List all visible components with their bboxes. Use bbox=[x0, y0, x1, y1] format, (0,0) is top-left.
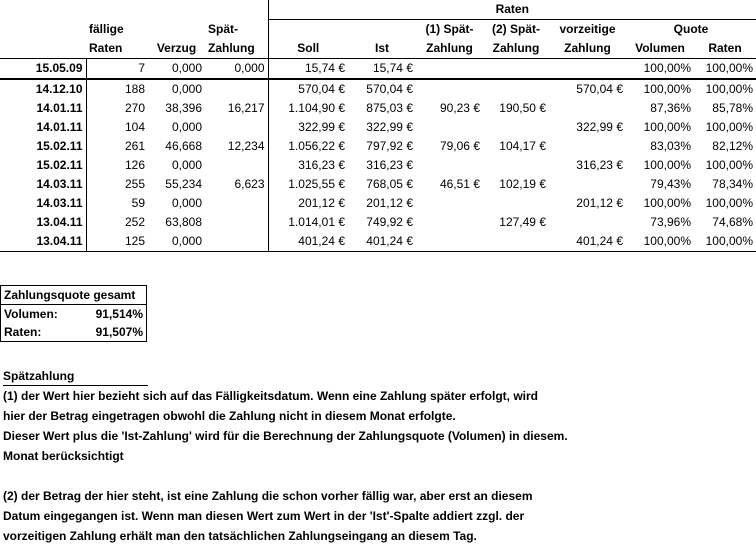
row-spaet2: 190,50 € bbox=[499, 101, 546, 115]
notes-title: Spätzahlung bbox=[3, 368, 148, 386]
header-row-2 bbox=[0, 20, 756, 40]
table-row bbox=[0, 156, 756, 175]
row-spaet2: 127,49 € bbox=[499, 215, 546, 229]
row-spaet1 bbox=[416, 79, 483, 99]
row-spaet: 6,623 bbox=[234, 177, 265, 191]
row-date: 15.05.09 bbox=[0, 59, 86, 80]
row-ist: 875,03 € bbox=[366, 101, 413, 115]
row-spaet2 bbox=[483, 118, 549, 137]
header-ist: Ist bbox=[348, 39, 416, 59]
row-spaet bbox=[205, 194, 268, 213]
row-ist: 201,12 € bbox=[366, 196, 413, 210]
row-spaet1 bbox=[416, 156, 483, 175]
row-ist: 570,04 € bbox=[366, 82, 413, 96]
row-spaet: 16,217 bbox=[227, 101, 265, 115]
table-row bbox=[0, 118, 756, 137]
row-ist: 768,05 € bbox=[366, 177, 413, 191]
row-verzug: 0,000 bbox=[171, 158, 202, 172]
row-soll: 1.025,55 € bbox=[268, 175, 348, 194]
row-spaet2: 102,19 € bbox=[499, 177, 546, 191]
summary-raten-value: 91,507% bbox=[95, 325, 143, 339]
row-spaet: 12,234 bbox=[227, 139, 265, 153]
header-vorz-line2: Zahlung bbox=[549, 39, 626, 59]
header-spaet-line1: Spät- bbox=[208, 21, 238, 36]
note-1-line-2: hier der Betrag eingetragen obwohl die Zahlung nicht in diesem Monat erfolgte. bbox=[3, 409, 456, 423]
row-soll: 1.104,90 € bbox=[268, 99, 348, 118]
note-1-line-1: (1) der Wert hier bezieht sich auf das Fälligkeitsdatum. Wenn eine Zahlung später erfolgt, wird bbox=[3, 389, 538, 403]
row-verzug: 0,000 bbox=[171, 82, 202, 96]
row-verzug: 0,000 bbox=[148, 59, 205, 80]
row-spaet2 bbox=[483, 79, 549, 99]
row-quote-volumen: 100,00% bbox=[643, 196, 691, 210]
row-verzug: 0,000 bbox=[171, 196, 202, 210]
row-date: 15.02.11 bbox=[36, 139, 83, 153]
row-spaet2 bbox=[483, 59, 549, 80]
row-spaet1 bbox=[416, 59, 483, 80]
row-spaet1 bbox=[416, 213, 483, 232]
row-date: 13.04.11 bbox=[0, 232, 86, 252]
row-quote-raten: 100,00% bbox=[705, 120, 753, 134]
table-row bbox=[0, 137, 756, 156]
row-spaet1: 79,06 € bbox=[439, 139, 480, 153]
row-spaet2 bbox=[483, 232, 549, 252]
row-quote-raten: 100,00% bbox=[694, 232, 756, 252]
row-date: 13.04.11 bbox=[36, 215, 83, 229]
row-vorz bbox=[549, 99, 626, 118]
row-soll: 1.056,22 € bbox=[268, 137, 348, 156]
row-spaet: 0,000 bbox=[205, 59, 268, 80]
row-spaet1 bbox=[416, 194, 483, 213]
header-spaet-line2: Zahlung bbox=[205, 39, 268, 59]
table-row bbox=[0, 213, 756, 232]
row-quote-raten: 100,00% bbox=[694, 59, 756, 80]
row-date: 15.02.11 bbox=[36, 158, 83, 172]
row-quote-volumen: 100,00% bbox=[643, 158, 691, 172]
row-faellig: 126 bbox=[86, 156, 148, 175]
table-row-first bbox=[0, 59, 756, 80]
row-spaet bbox=[205, 213, 268, 232]
summary-box bbox=[0, 285, 147, 342]
header-faellige-line1: fällige bbox=[89, 21, 124, 36]
row-ist: 401,24 € bbox=[348, 232, 416, 252]
row-date: 14.01.11 bbox=[36, 120, 83, 134]
row-soll: 570,04 € bbox=[268, 79, 348, 99]
header-row-3 bbox=[0, 39, 756, 59]
row-vorz: 322,99 € bbox=[576, 120, 623, 134]
header-spaet1-line1: (1) Spät- bbox=[425, 22, 474, 36]
row-faellig: 252 bbox=[86, 213, 148, 232]
row-quote-volumen: 100,00% bbox=[643, 120, 691, 134]
row-soll: 15,74 € bbox=[268, 59, 348, 80]
row-spaet bbox=[205, 118, 268, 137]
header-spaet2-line1: (2) Spät- bbox=[492, 22, 540, 36]
row-quote-raten: 74,68% bbox=[712, 215, 753, 229]
row-quote-raten: 100,00% bbox=[705, 196, 753, 210]
row-spaet2 bbox=[483, 194, 549, 213]
row-faellig: 270 bbox=[86, 99, 148, 118]
table-row bbox=[0, 194, 756, 213]
group-header-raten: Raten bbox=[268, 0, 756, 20]
row-quote-raten: 82,12% bbox=[712, 139, 753, 153]
row-verzug: 55,234 bbox=[165, 177, 202, 191]
row-ist: 316,23 € bbox=[366, 158, 413, 172]
header-faellige-line2: Raten bbox=[86, 39, 148, 59]
row-date: 14.03.11 bbox=[36, 196, 83, 210]
row-vorz: 316,23 € bbox=[576, 158, 623, 172]
row-vorz bbox=[549, 137, 626, 156]
header-vorz-line1: vorzeitige bbox=[559, 22, 616, 36]
row-verzug: 0,000 bbox=[171, 120, 202, 134]
row-spaet1: 90,23 € bbox=[439, 101, 480, 115]
row-soll: 201,12 € bbox=[268, 194, 348, 213]
summary-volumen-value: 91,514% bbox=[95, 307, 143, 321]
row-spaet bbox=[205, 232, 268, 252]
summary-volumen-label: Volumen: bbox=[4, 307, 58, 321]
row-verzug: 38,396 bbox=[165, 101, 202, 115]
header-volumen: Volumen bbox=[626, 39, 694, 59]
summary-title: Zahlungsquote gesamt bbox=[1, 286, 147, 305]
note-1-line-4: Monat berücksichtigt bbox=[3, 449, 124, 463]
row-spaet1 bbox=[416, 118, 483, 137]
payment-table bbox=[0, 0, 756, 252]
row-quote-volumen: 73,96% bbox=[650, 215, 691, 229]
row-faellig: 188 bbox=[86, 79, 148, 99]
summary-raten-label: Raten: bbox=[4, 325, 42, 339]
row-date: 14.12.10 bbox=[35, 82, 83, 96]
note-2-line-3: vorzeitigen Zahlung erhält man den tatsächlichen Zahlungseingang an diesem Tag. bbox=[3, 529, 477, 543]
row-vorz bbox=[549, 59, 626, 80]
row-verzug: 46,668 bbox=[165, 139, 202, 153]
row-spaet1 bbox=[416, 232, 483, 252]
table-row bbox=[0, 79, 756, 99]
row-vorz bbox=[549, 175, 626, 194]
row-spaet bbox=[205, 79, 268, 99]
row-soll: 322,99 € bbox=[268, 118, 348, 137]
row-soll: 316,23 € bbox=[268, 156, 348, 175]
row-faellig: 104 bbox=[86, 118, 148, 137]
row-quote-volumen: 100,00% bbox=[626, 232, 694, 252]
notes-section bbox=[3, 366, 748, 546]
row-ist: 797,92 € bbox=[366, 139, 413, 153]
row-quote-volumen: 100,00% bbox=[643, 82, 691, 96]
row-quote-raten: 100,00% bbox=[705, 158, 753, 172]
header-verzug: Verzug bbox=[148, 39, 205, 59]
row-vorz: 201,12 € bbox=[576, 196, 623, 210]
row-spaet bbox=[205, 156, 268, 175]
table-row bbox=[0, 99, 756, 118]
header-quote: Quote bbox=[673, 22, 709, 36]
header-spaet2-line2: Zahlung bbox=[483, 39, 549, 59]
row-vorz: 570,04 € bbox=[576, 82, 623, 96]
row-quote-raten: 100,00% bbox=[705, 82, 753, 96]
header-raten: Raten bbox=[694, 39, 756, 59]
header-spaet1-line2: Zahlung bbox=[416, 39, 483, 59]
row-date: 14.03.11 bbox=[36, 177, 83, 191]
row-verzug: 63,808 bbox=[165, 215, 202, 229]
row-spaet2 bbox=[483, 156, 549, 175]
row-quote-volumen: 100,00% bbox=[626, 59, 694, 80]
row-date: 14.01.11 bbox=[36, 101, 83, 115]
row-vorz: 401,24 € bbox=[549, 232, 626, 252]
row-quote-raten: 78,34% bbox=[712, 177, 753, 191]
note-1-line-3: Dieser Wert plus die 'Ist-Zahlung' wird für die Berechnung der Zahlungsquote (Volumen) in diesem. bbox=[3, 429, 568, 443]
row-ist: 749,92 € bbox=[366, 215, 413, 229]
table-body bbox=[0, 79, 756, 252]
table-row bbox=[0, 175, 756, 194]
row-faellig: 125 bbox=[86, 232, 148, 252]
row-faellig: 7 bbox=[86, 59, 148, 80]
row-quote-volumen: 87,36% bbox=[650, 101, 691, 115]
note-2-line-2: Datum eingegangen ist. Wenn man diesen Wert zum Wert in der 'Ist'-Spalte addiert zzgl. der bbox=[3, 509, 525, 523]
row-faellig: 261 bbox=[86, 137, 148, 156]
row-ist: 15,74 € bbox=[348, 59, 416, 80]
row-ist: 322,99 € bbox=[366, 120, 413, 134]
table-row bbox=[0, 232, 756, 252]
row-spaet2: 104,17 € bbox=[499, 139, 546, 153]
row-faellig: 59 bbox=[86, 194, 148, 213]
header-row-1 bbox=[0, 0, 756, 20]
row-soll: 401,24 € bbox=[268, 232, 348, 252]
note-2-line-1: (2) der Betrag der hier steht, ist eine Zahlung die schon vorher fällig war, aber erst an diesem bbox=[3, 489, 533, 503]
row-soll: 1.014,01 € bbox=[268, 213, 348, 232]
row-verzug: 0,000 bbox=[148, 232, 205, 252]
header-soll: Soll bbox=[268, 39, 348, 59]
row-quote-volumen: 79,43% bbox=[650, 177, 691, 191]
row-spaet1: 46,51 € bbox=[439, 177, 480, 191]
row-faellig: 255 bbox=[86, 175, 148, 194]
row-quote-volumen: 83,03% bbox=[650, 139, 691, 153]
row-quote-raten: 85,78% bbox=[712, 101, 753, 115]
row-vorz bbox=[549, 213, 626, 232]
